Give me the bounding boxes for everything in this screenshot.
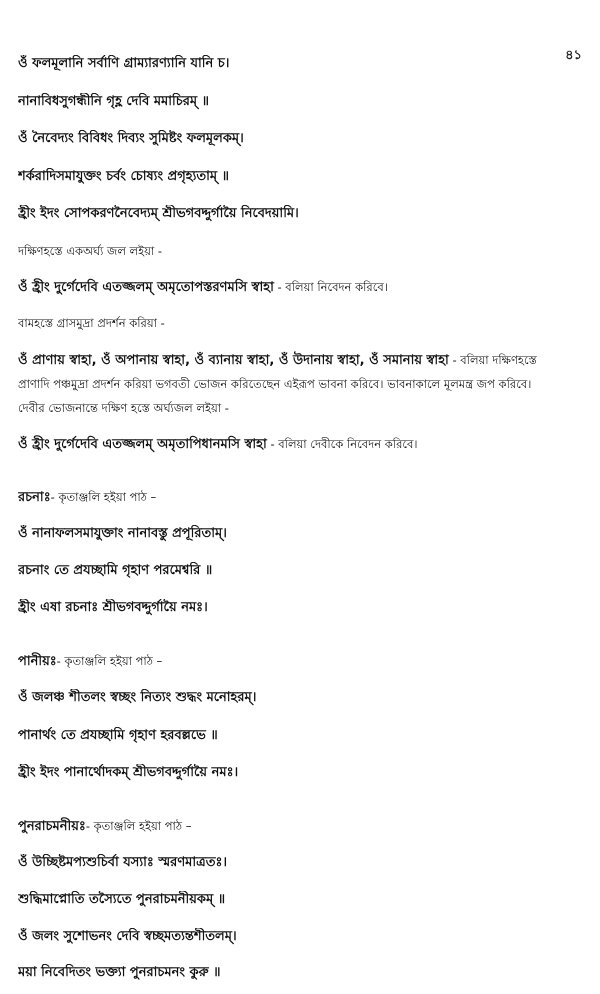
- instruction-text: - বলিয়া দেবীকে নিবেদন করিবে।: [266, 437, 418, 451]
- mantra-text: ওঁ জলং সুশোভনং দেবি স্বচ্ছমত্যন্তশীতলম্।: [18, 929, 237, 944]
- text-line: [18, 488, 594, 507]
- text-line: [18, 242, 594, 261]
- mantra-text: ওঁ প্রাণায় স্বাহা, ওঁ অপানায় স্বাহা, ওঁ ব্যানায় স্বাহা, ওঁ উদানায় স্বাহা, ওঁ সমানায় স্বাহা: [18, 353, 449, 368]
- mantra-text: ময়া নিবেদিতং ভক্ত্যা পুনরাচমনং কুরু ॥: [18, 965, 221, 980]
- instruction-text: - কৃতাঞ্জলি হইয়া পাঠ –: [50, 490, 157, 504]
- mantra-text: শুদ্ধিমাপ্নোতি তস্যৈতে পুনরাচমনীয়কম্ ॥: [18, 892, 226, 907]
- text-line: [18, 764, 594, 782]
- instruction-text: প্রাণাদি পঞ্চমুদ্রা প্রদর্শন করিয়া ভগবতী ভোজন করিতেছেন এইরূপ ভাবনা করিবে। ভাবনাকালে মূলমন্ত্র জপ করিবে।: [18, 377, 532, 391]
- text-line: [18, 399, 594, 418]
- mantra-text: ওঁ জলঞ্চ শীতলং স্বচ্ছং নিত্যং শুদ্ধং মনোহরম্।: [18, 690, 257, 705]
- text-line: [18, 314, 594, 333]
- text-line: [18, 435, 594, 454]
- text-line: [18, 689, 594, 707]
- instruction-text: - কৃতাঞ্জলি হইয়া পাঠ –: [56, 654, 163, 668]
- text-line: [18, 278, 594, 297]
- text-line: [18, 351, 594, 370]
- text-line: [18, 375, 594, 394]
- mantra-text: শর্করাদিসমাযুক্তং চর্বং চোষ্যং প্রগৃহ্যতাম্ ॥: [18, 169, 230, 184]
- instruction-text: - বলিয়া নিবেদন করিবে।: [273, 280, 388, 294]
- mantra-text: হ্রীং এষা রচনাঃ শ্রীভগবদ্দুর্গায়ৈ নমঃ।: [18, 600, 208, 615]
- text-line: [18, 205, 594, 223]
- text-line: [18, 817, 594, 836]
- mantra-text: রচনাং তে প্রযচ্ছামি গৃহাণ পরমেশ্বরি ॥: [18, 563, 213, 578]
- text-line: [18, 652, 594, 671]
- instruction-text: দক্ষিণহস্তে একঅর্ঘ্য জল লইয়া -: [18, 244, 163, 258]
- mantra-text: হ্রীং ইদং সোপকরণনৈবেদ্যম্ শ্রীভগবদ্দুর্গায়ৈ নিবেদয়ামি।: [18, 206, 299, 221]
- text-line: [18, 93, 594, 111]
- mantra-text: পানার্থং তে প্রযচ্ছামি গৃহাণ হরবল্লভে ॥: [18, 728, 218, 743]
- text-line: [18, 727, 594, 745]
- instruction-text: - বলিয়া দক্ষিণহস্তে: [448, 353, 537, 367]
- text-line: [18, 964, 594, 982]
- mantra-text: হ্রীং ইদং পানার্থোদকম্ শ্রীভগবদ্দুর্গায়ৈ নমঃ।: [18, 765, 239, 780]
- mantra-text: পুনরাচমনীয়ঃ: [18, 819, 86, 834]
- mantra-text: ওঁ নানাফলসমাযুক্তাং নানাবস্তু প্রপূরিতাম্।: [18, 526, 227, 541]
- instruction-text: বামহস্তে গ্রাসমুদ্রা প্রদর্শন করিয়া -: [18, 316, 165, 330]
- mantra-text: পানীয়ঃ: [18, 654, 57, 669]
- mantra-text: রচনাঃ: [18, 490, 51, 505]
- text-line: [18, 891, 594, 909]
- text-line: [18, 130, 594, 148]
- text-line: [18, 55, 594, 73]
- mantra-text: ওঁ উচ্ছিষ্টমপ্যশুচির্বা যস্যাঃ স্মরণমাত্রতঃ।: [18, 855, 228, 870]
- mantra-text: ওঁ হ্রীং দুর্গেদেবি এতজ্জলম্ অমৃতাপিধানমসি স্বাহা: [18, 437, 267, 452]
- mantra-text: নানাবিধসুগন্ধীনি গৃহ্ণ দেবি মমাচিরম্ ॥: [18, 94, 210, 109]
- instruction-text: দেবীর ভোজনান্তে দক্ষিণ হস্তে অর্ঘ্যজল লইয়া -: [18, 401, 229, 415]
- page-number: ৪১: [565, 48, 582, 63]
- mantra-text: ওঁ হ্রীং দুর্গেদেবি এতজ্জলম্ অমৃতোপস্তরণমসি স্বাহা: [18, 280, 274, 295]
- text-line: [18, 562, 594, 580]
- text-line: [18, 168, 594, 186]
- text-line: [18, 854, 594, 872]
- mantra-text: ওঁ নৈবেদ্যং বিবিধং দিব্যং সুমিষ্টং ফলমূলকম্।: [18, 131, 244, 146]
- instruction-text: - কৃতাঞ্জলি হইয়া পাঠ –: [85, 819, 192, 833]
- mantra-text: ওঁ ফলমূলানি সর্বাণি গ্রাম্যারণ্যানি যানি চ।: [18, 56, 230, 71]
- text-line: [18, 928, 594, 946]
- text-line: [18, 599, 594, 617]
- text-line: [18, 525, 594, 543]
